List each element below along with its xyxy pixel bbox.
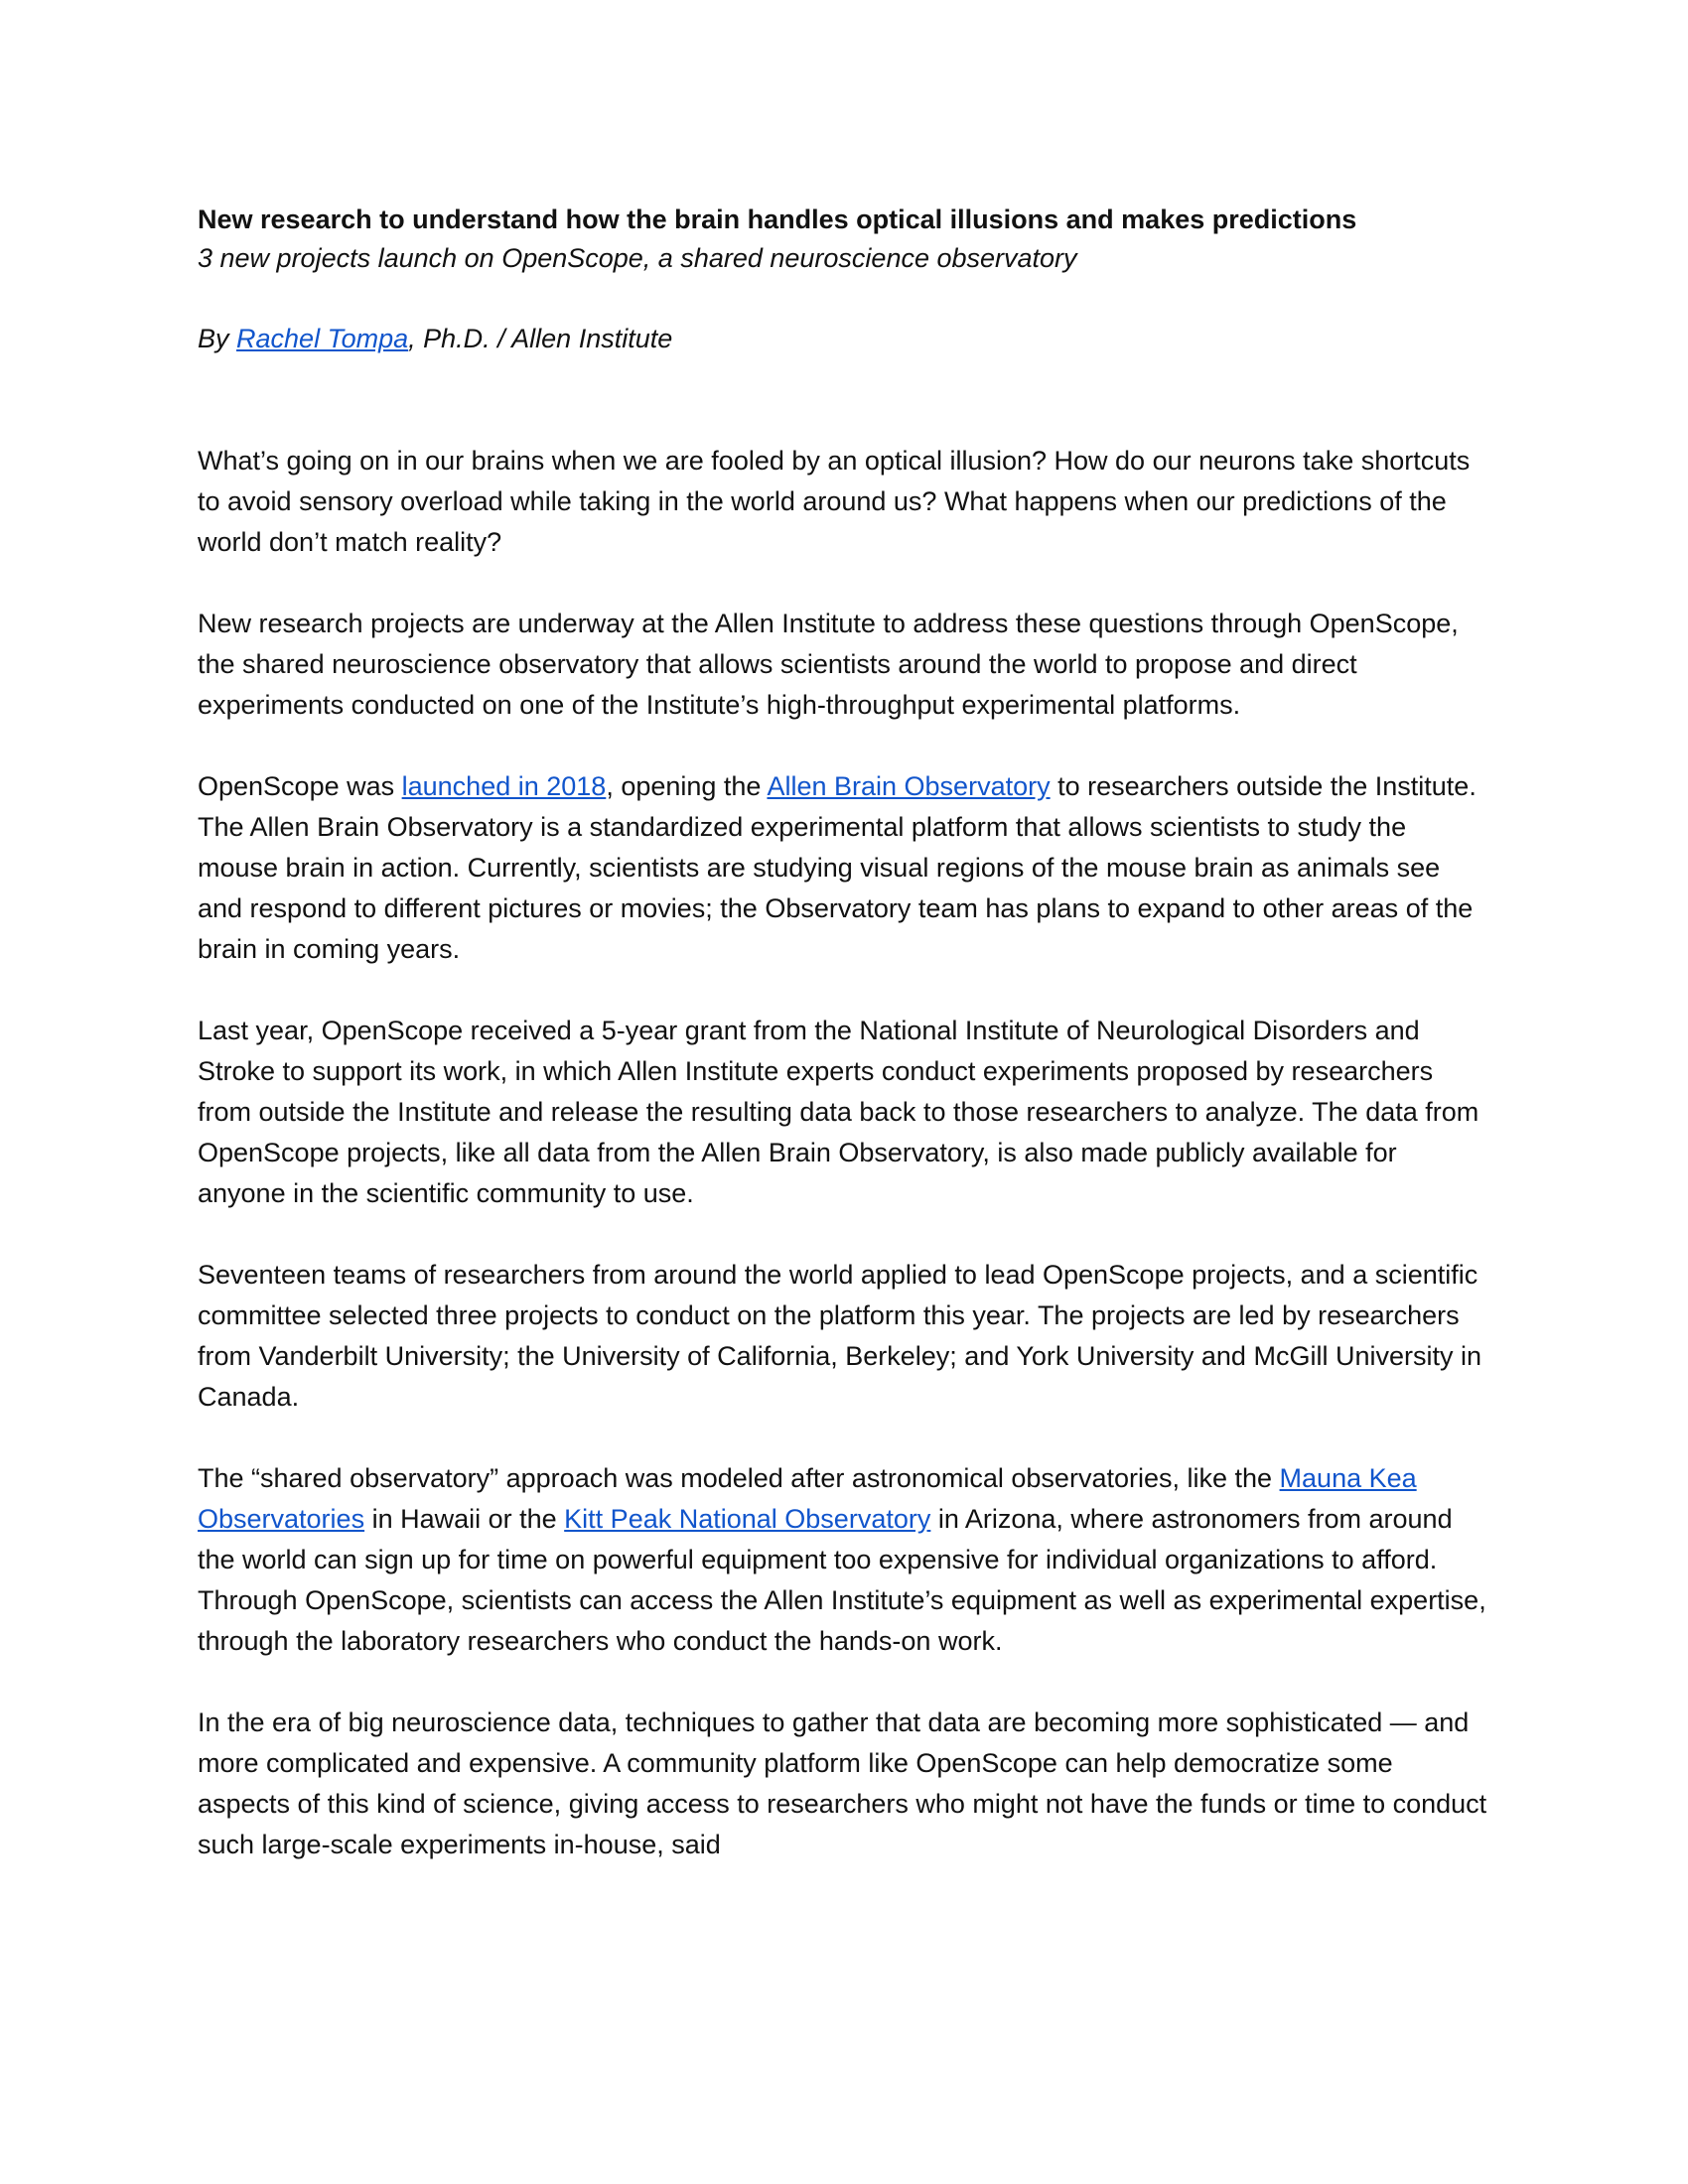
byline-prefix: By [198,324,237,353]
paragraph-text: , opening the [606,771,768,801]
article-body [198,441,1488,1865]
allen-brain-observatory-link[interactable]: Allen Brain Observatory [767,771,1051,801]
article-subtitle: 3 new projects launch on OpenScope, a shared neuroscience observatory [198,243,1077,273]
paragraph-projects-underway: New research projects are underway at the Allen Institute to address these questions through OpenScope, the shared neuroscience observatory that allows scientists around the world to propose and direct experiments conducted on one of the Institute’s high-throughput experimental platforms. [198,609,1459,720]
mauna-kea-link[interactable]: Mauna Kea Observatories [198,1463,1417,1534]
paragraph-intro: What’s going on in our brains when we are fooled by an optical illusion? How do our neurons take shortcuts to avoid sensory overload while taking in the world around us? What happens when our predictions of the world don’t match reality? [198,446,1471,557]
author-link[interactable]: Rachel Tompa [236,324,409,353]
article-title: New research to understand how the brain handles optical illusions and makes predictions [198,205,1357,234]
article [198,201,1488,1865]
paragraph-text: in Arizona, where astronomers from around the world can sign up for time on powerful equipment too expensive for individual organizations to afford. Through OpenScope, scientists can access the Allen Institute’s equipment as well as experimental expertise, through the laboratory researchers who conduct the hands-on work. [198,1504,1486,1656]
paragraph-openscope-launch [198,766,1488,970]
launched-2018-link[interactable]: launched in 2018 [401,771,607,801]
paragraph-text: in Hawaii or the [364,1504,565,1534]
paragraph-text: to researchers outside the Institute. The Allen Brain Observatory is a standardized experimental platform that allows scientists to study the mouse brain in action. Currently, scientists are studying visual regions of the mouse brain as animals see and respond to different pictures or movies; the Observatory team has plans to expand to other areas of the brain in coming years. [198,771,1477,964]
paragraph-text: OpenScope was [198,771,402,801]
byline [198,320,1488,358]
byline-suffix: , Ph.D. / Allen Institute [408,324,673,353]
paragraph-shared-observatory [198,1458,1488,1662]
paragraph-teams: Seventeen teams of researchers from around the world applied to lead OpenScope projects, and a scientific committee selected three projects to conduct on the platform this year. The projects are led by researchers from Vanderbilt University; the University of California, Berkeley; and York University and McGill University in Canada. [198,1260,1481,1412]
paragraph-text: The “shared observatory” approach was modeled after astronomical observatories, like the [198,1463,1280,1493]
paragraph-big-data: In the era of big neuroscience data, techniques to gather that data are becoming more sophisticated — and more complicated and expensive. A community platform like OpenScope can help democratize some aspects of this kind of science, giving access to researchers who might not have the funds or time to conduct such large-scale experiments in-house, said [198,1707,1487,1859]
paragraph-grant: Last year, OpenScope received a 5-year grant from the National Institute of Neurological Disorders and Stroke to support its work, in which Allen Institute experts conduct experiments proposed by researchers from outside the Institute and release the resulting data back to those researchers to analyze. The data from OpenScope projects, like all data from the Allen Brain Observatory, is also made publicly available for anyone in the scientific community to use. [198,1016,1479,1208]
kitt-peak-link[interactable]: Kitt Peak National Observatory [564,1504,931,1534]
